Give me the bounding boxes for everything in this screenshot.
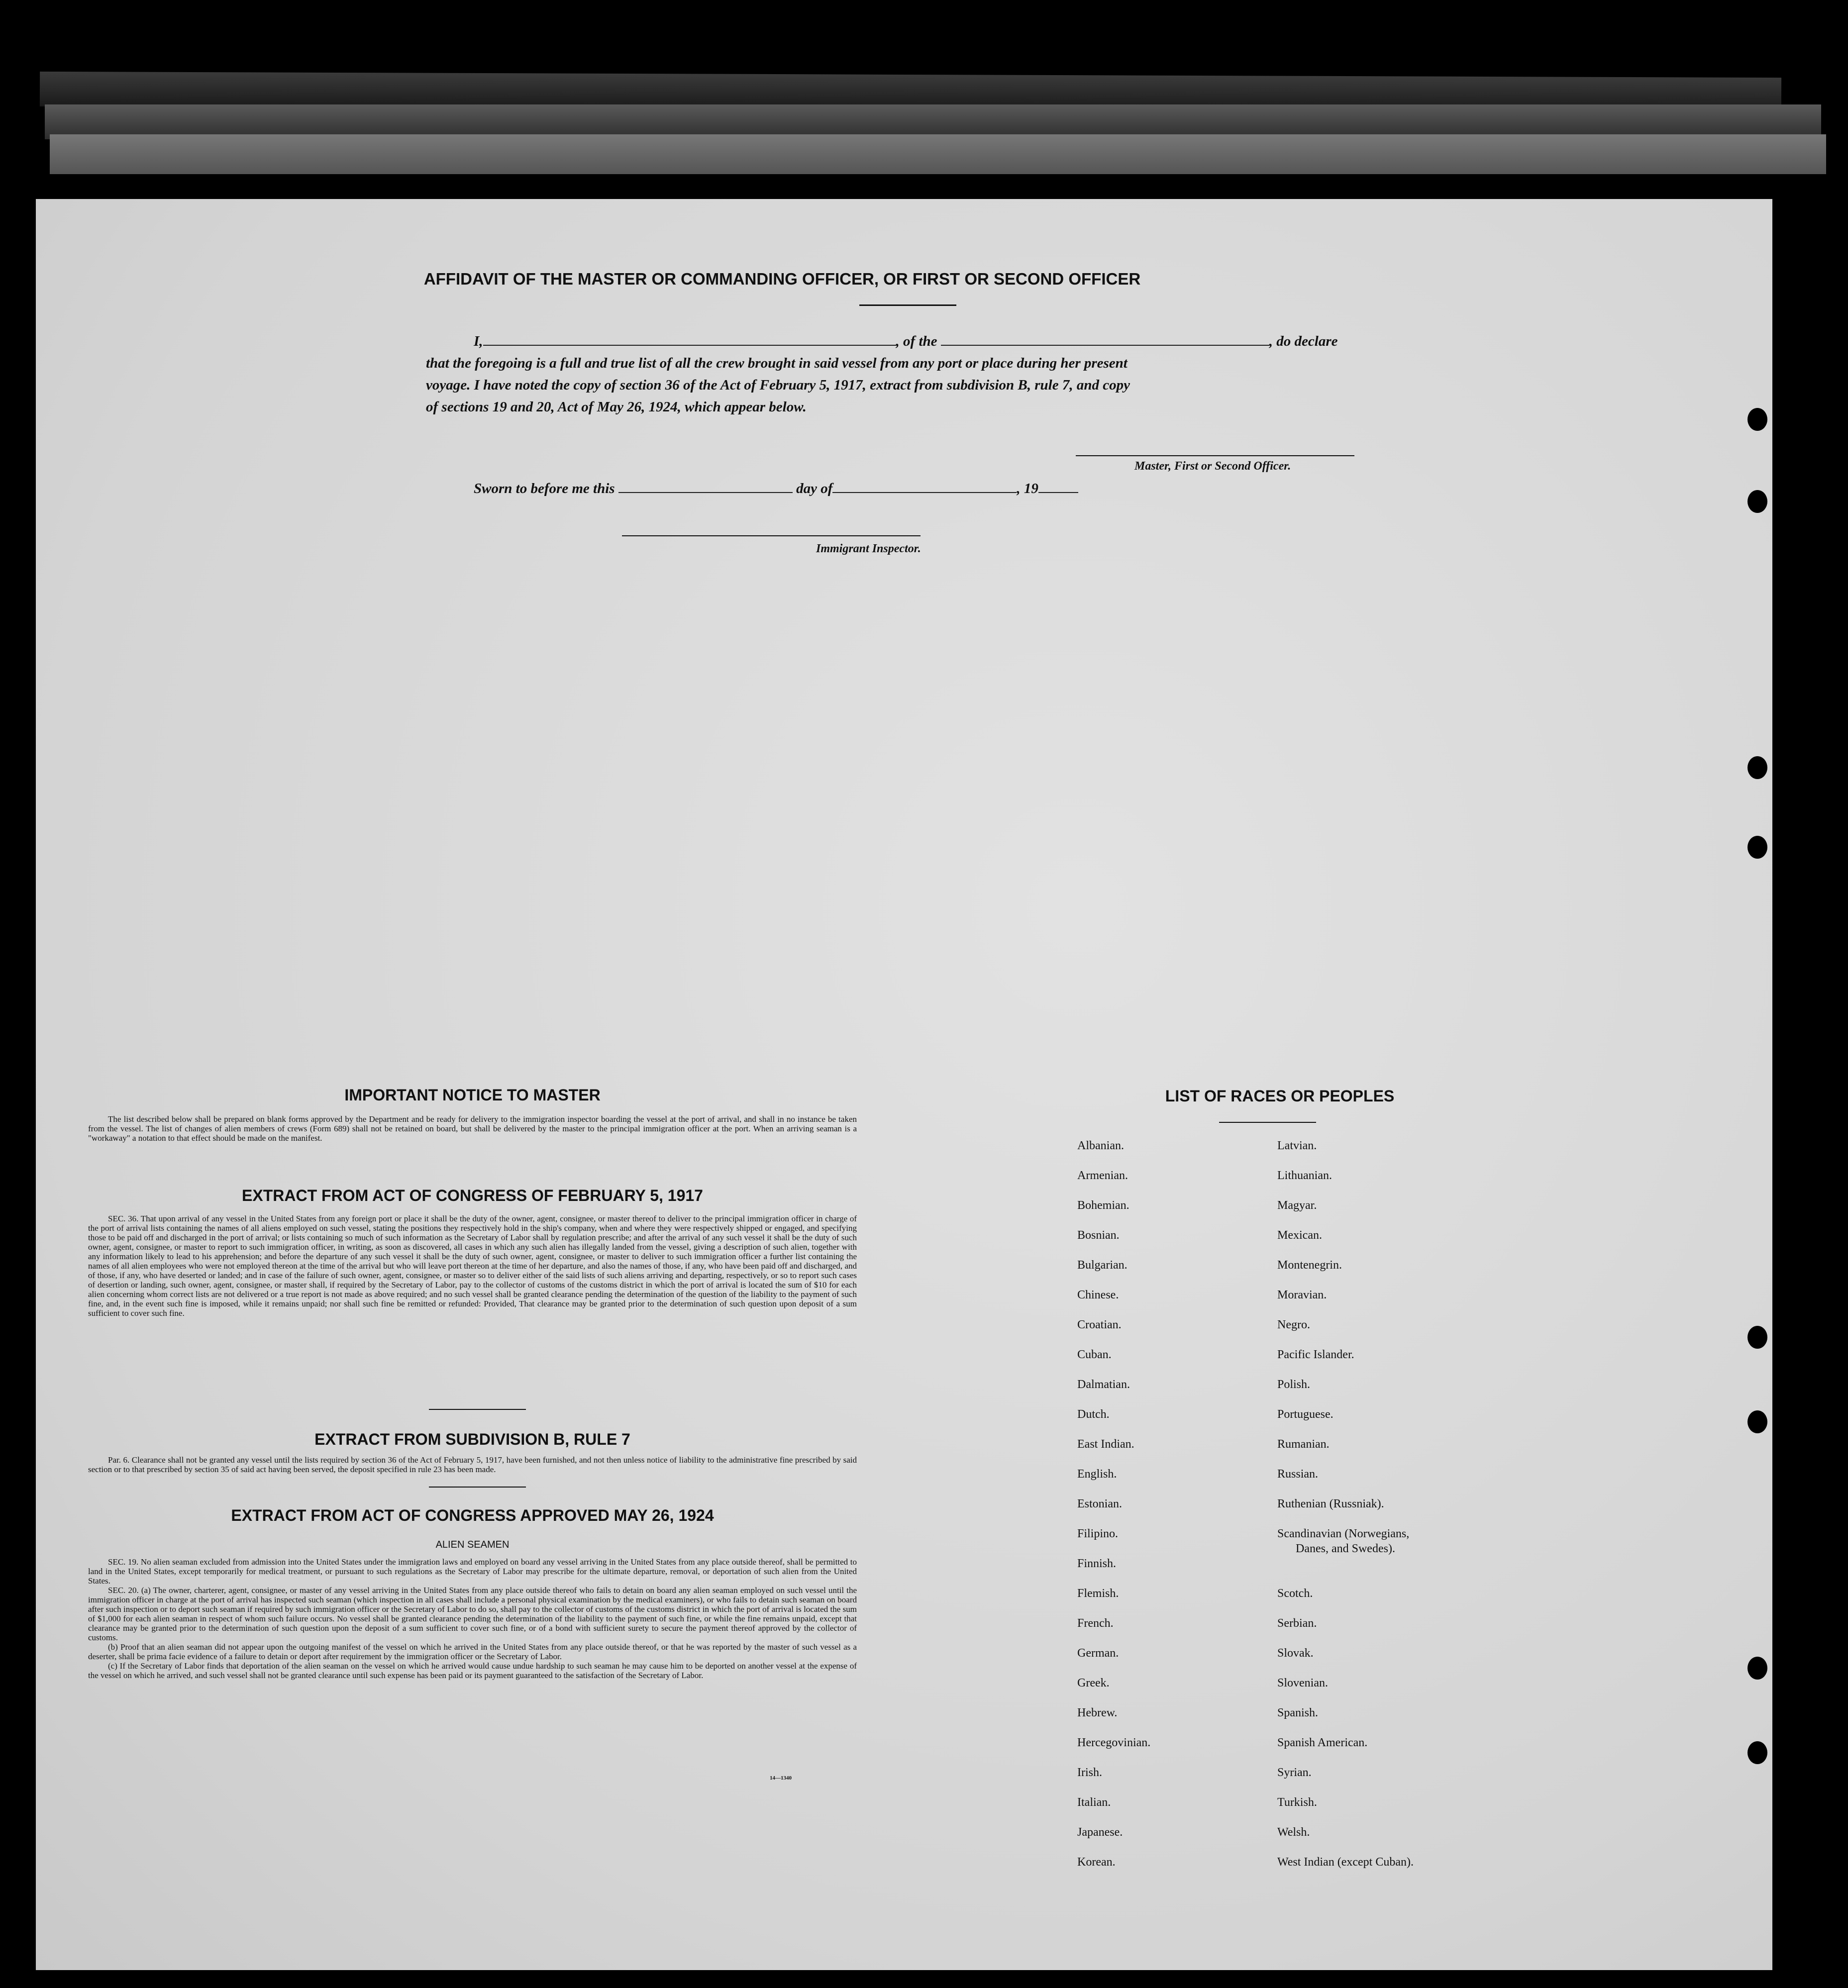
race-item: Chinese.: [1077, 1289, 1119, 1301]
race-item: Mexican.: [1277, 1229, 1322, 1242]
race-item: Russian.: [1277, 1468, 1319, 1481]
master-label: Master, First or Second Officer.: [1134, 460, 1291, 473]
race-item: German.: [1077, 1647, 1119, 1660]
race-item: Flemish.: [1077, 1587, 1119, 1600]
par-6-paragraph: Par. 6. Clearance shall not be granted any vessel until the lists required by section 36 of the Act of February 5, 1917, have been furnished, and not then unless notice of liability to the administrative fine prescribed by said section or to that prescribed by section 35 of said act having been served, the deposit specified in rule 23 has been made.: [88, 1455, 857, 1474]
race-item: Spanish American.: [1277, 1736, 1368, 1749]
race-item: Bosnian.: [1077, 1229, 1120, 1242]
section-rule: [429, 1409, 526, 1410]
inspector-label: Immigrant Inspector.: [816, 542, 921, 555]
race-item: Slovenian.: [1277, 1677, 1328, 1690]
race-item: Armenian.: [1077, 1169, 1128, 1182]
sworn-day-of: day of: [796, 481, 833, 497]
sworn-month-blank[interactable]: [832, 492, 1017, 493]
race-item: Ruthenian (Russniak).: [1277, 1497, 1384, 1510]
race-item: East Indian.: [1077, 1438, 1134, 1451]
race-item: Estonian.: [1077, 1497, 1122, 1510]
sworn-line: [474, 481, 1078, 497]
sworn-text: Sworn to before me this: [474, 481, 615, 497]
race-item: Welsh.: [1277, 1826, 1310, 1839]
race-item: Irish.: [1077, 1766, 1102, 1779]
affidavit-line4: of sections 19 and 20, Act of May 26, 1924, which appear below.: [426, 399, 807, 415]
affidavit-of: , of the: [896, 333, 937, 349]
race-item: Rumanian.: [1277, 1438, 1330, 1451]
punch-hole: [1747, 756, 1767, 779]
punch-hole: [1747, 1326, 1767, 1349]
race-item: Serbian.: [1277, 1617, 1317, 1630]
form-number: 14—1340: [770, 1775, 792, 1781]
affidavit-declare: , do declare: [1269, 333, 1338, 349]
punch-hole: [1747, 490, 1767, 513]
inspector-signature-line[interactable]: [622, 535, 921, 536]
sworn-day-blank[interactable]: [618, 492, 793, 493]
race-item: Magyar.: [1277, 1199, 1317, 1212]
race-item: Negro.: [1277, 1318, 1310, 1331]
affidavit-line3: voyage. I have noted the copy of section 36 of the Act of February 5, 1917, extract from subdivision B, rule 7, and copy: [426, 377, 1130, 393]
race-item: Cuban.: [1077, 1348, 1112, 1361]
race-item: Bohemian.: [1077, 1199, 1129, 1212]
race-item: Latvian.: [1277, 1139, 1317, 1152]
affidavit-line2: that the foregoing is a full and true list of all the crew brought in said vessel from any port or place during her present: [426, 355, 1128, 371]
race-item: Italian.: [1077, 1796, 1111, 1809]
extract-1917-text: [88, 1214, 857, 1318]
race-item: Syrian.: [1277, 1766, 1312, 1779]
race-item: Moravian.: [1277, 1289, 1327, 1301]
race-item: Spanish.: [1277, 1706, 1319, 1719]
rule-7-title: EXTRACT FROM SUBDIVISION B, RULE 7: [314, 1430, 630, 1448]
race-item: Hercegovinian.: [1077, 1736, 1151, 1749]
race-item: Turkish.: [1277, 1796, 1317, 1809]
title-rule: [859, 304, 956, 306]
document-page: [36, 199, 1772, 1970]
section-rule: [429, 1487, 526, 1488]
race-item: Finnish.: [1077, 1557, 1117, 1570]
punch-hole: [1747, 1410, 1767, 1433]
punch-hole: [1747, 1741, 1767, 1764]
sec-19-paragraph: SEC. 19. No alien seaman excluded from admission into the United States under the immigration laws and employed on board any vessel arriving in the United States from any place outside thereof, shall be permitted to land in the United States, except temporarily for medical treatment, or pursuant to such regulations as the Secretary of Labor may prescribe for the ultimate departure, removal, or deportation of such alien from the United States.: [88, 1557, 857, 1586]
race-item: Albanian.: [1077, 1139, 1124, 1152]
sec-20c-paragraph: (c) If the Secretary of Labor finds that deportation of the alien seaman on the vessel on which he arrived would cause undue hardship to such seaman he may cause him to be deported on another vessel at the expense of the vessel on which he arrived, and such vessel shall not be granted clearance until such expense has been paid or its payment guaranteed to the satisfaction of the Secretary of Labor.: [88, 1661, 857, 1680]
race-item: Polish.: [1277, 1378, 1311, 1391]
sec-36-paragraph: SEC. 36. That upon arrival of any vessel in the United States from any foreign port or place it shall be the duty of the owner, agent, consignee, or master thereof to deliver to the principal immigration officer in charge of the port of arrival lists containing the names of all aliens employed on such vessel, stating the positions they respectively hold in the ship's company, when and where they were respectively shipped or engaged, and specifying those to be paid off and discharged in the port of arrival; or lists containing so much of such information as the Secretary of Labor shall by regulation prescribe; and after the arrival of any such vessel it shall be the duty of such owner, agent, consignee, or master to report to such immigration officer, in writing, as soon as discovered, all cases in which any such alien has illegally landed from the vessel, giving a description of such alien, together with any information likely to lead to his apprehension; and before the departure of any such vessel it shall be the duty of such owner, agent, consignee, or master to deliver to such immigration officer a further list containing the names of all alien employees who were not employed thereon at the time of the arrival but who will leave port thereon at the time of her departure, and also the names of those, if any, who have been paid off and discharged, and of those, if any, who have deserted or landed; and in case of the failure of such owner, agent, consignee, or master so to deliver either of the said lists of such aliens arriving and departing, respectively, or so to report such cases of desertion or landing, such owner, agent, consignee, or master shall, if required by the Secretary of Labor, pay to the collector of customs of the customs district in which the port of arrival is located the sum of $10 for each alien concerning whom correct lists are not delivered or a true report is not made as above required; and no such vessel shall be granted clearance pending the determination of the question of the liability to the payment of such fine, and, in the event such fine is imposed, while it remains unpaid; nor shall such fine be remitted or refunded: Provided, That clearance may be granted prior to the determination of such question upon deposit of a sum sufficient to cover such fine.: [88, 1214, 857, 1318]
race-item: Japanese.: [1077, 1826, 1123, 1839]
rule-7-text: [88, 1455, 857, 1474]
race-item: Scotch.: [1277, 1587, 1313, 1600]
race-item: Dalmatian.: [1077, 1378, 1130, 1391]
punch-hole: [1747, 836, 1767, 859]
master-signature-line[interactable]: [1076, 455, 1354, 456]
alien-seamen-subtitle: ALIEN SEAMEN: [435, 1539, 510, 1550]
extract-1924-title: EXTRACT FROM ACT OF CONGRESS APPROVED MAY 26, 1924: [231, 1506, 714, 1524]
affidavit-i: I,: [474, 333, 483, 349]
sec-20b-paragraph: (b) Proof that an alien seaman did not appear upon the outgoing manifest of the vessel on which he arrived in the United States from any place outside thereof, or that he was reported by the master of such vessel as a deserter, shall be prima facie evidence of a failure to detain or deport after requirement by the immigration officer or the Secretary of Labor.: [88, 1642, 857, 1661]
race-item: Portuguese.: [1277, 1408, 1334, 1421]
race-item: Hebrew.: [1077, 1706, 1118, 1719]
race-item: West Indian (except Cuban).: [1277, 1856, 1414, 1869]
sworn-year-blank[interactable]: [1038, 492, 1078, 493]
punch-hole: [1747, 1657, 1767, 1680]
races-title: LIST OF RACES OR PEOPLES: [1165, 1087, 1395, 1105]
race-item: French.: [1077, 1617, 1114, 1630]
notice-title: IMPORTANT NOTICE TO MASTER: [344, 1086, 601, 1104]
race-item: Filipino.: [1077, 1527, 1119, 1540]
name-blank-line[interactable]: [483, 345, 896, 346]
races-rule: [1219, 1122, 1316, 1123]
notice-paragraph: The list described below shall be prepared on blank forms approved by the Department and be ready for delivery to the immigration inspector boarding the vessel at the port of arrival, and shall in no instance be taken from the vessel. The list of changes of alien members of crews (Form 689) shall not be retained on board, but shall be delivered by the master to the principal immigration officer at the port. When an arriving seaman is a "workaway" a notation to that effect should be made on the manifest.: [88, 1114, 857, 1143]
race-item: Lithuanian.: [1277, 1169, 1332, 1182]
punch-hole: [1747, 408, 1767, 431]
extract-1917-title: EXTRACT FROM ACT OF CONGRESS OF FEBRUARY 5, 1917: [242, 1187, 703, 1204]
race-item: Greek.: [1077, 1677, 1110, 1690]
race-item: Scandinavian (Norwegians,: [1277, 1527, 1410, 1540]
extract-1924-text: [88, 1557, 857, 1680]
race-item: Bulgarian.: [1077, 1259, 1128, 1272]
notice-text: [88, 1114, 857, 1143]
race-item: Croatian.: [1077, 1318, 1122, 1331]
race-item: Montenegrin.: [1277, 1259, 1342, 1272]
race-item: Pacific Islander.: [1277, 1348, 1354, 1361]
vessel-blank-line[interactable]: [941, 345, 1269, 346]
race-item: Danes, and Swedes).: [1296, 1542, 1395, 1555]
scan-edge-strip: [50, 134, 1826, 174]
sec-20a-paragraph: SEC. 20. (a) The owner, charterer, agent, consignee, or master of any vessel arriving in the United States from any place outside thereof who fails to detain on board any alien seaman employed on such vessel until the immigration officer in charge at the port of arrival has inspected such seaman (which inspection in all cases shall include a personal physical examination by the medical examiners), or who fails to detain such seaman on board after such inspection or to deport such seaman if required by such immigration officer or the Secretary of Labor to do so, shall pay to the collector of customs of the customs district in which the port of arrival is located the sum of $1,000 for each alien seaman in respect of whom such failure occurs. No vessel shall be granted clearance pending the determination of the liability to the payment of such fine, or while the fine remains unpaid, except that clearance may be granted prior to the determination of such question upon the deposit of a sum sufficient to cover such fine, or of a bond with sufficient surety to secure the payment thereof approved by the collector of customs.: [88, 1586, 857, 1642]
race-item: English.: [1077, 1468, 1117, 1481]
sworn-year-prefix: , 19: [1017, 481, 1038, 497]
race-item: Dutch.: [1077, 1408, 1110, 1421]
race-item: Slovak.: [1277, 1647, 1314, 1660]
affidavit-title: AFFIDAVIT OF THE MASTER OR COMMANDING OFFICER, OR FIRST OR SECOND OFFICER: [423, 270, 1141, 288]
affidavit-line1: [474, 333, 1337, 350]
race-item: Korean.: [1077, 1856, 1116, 1869]
